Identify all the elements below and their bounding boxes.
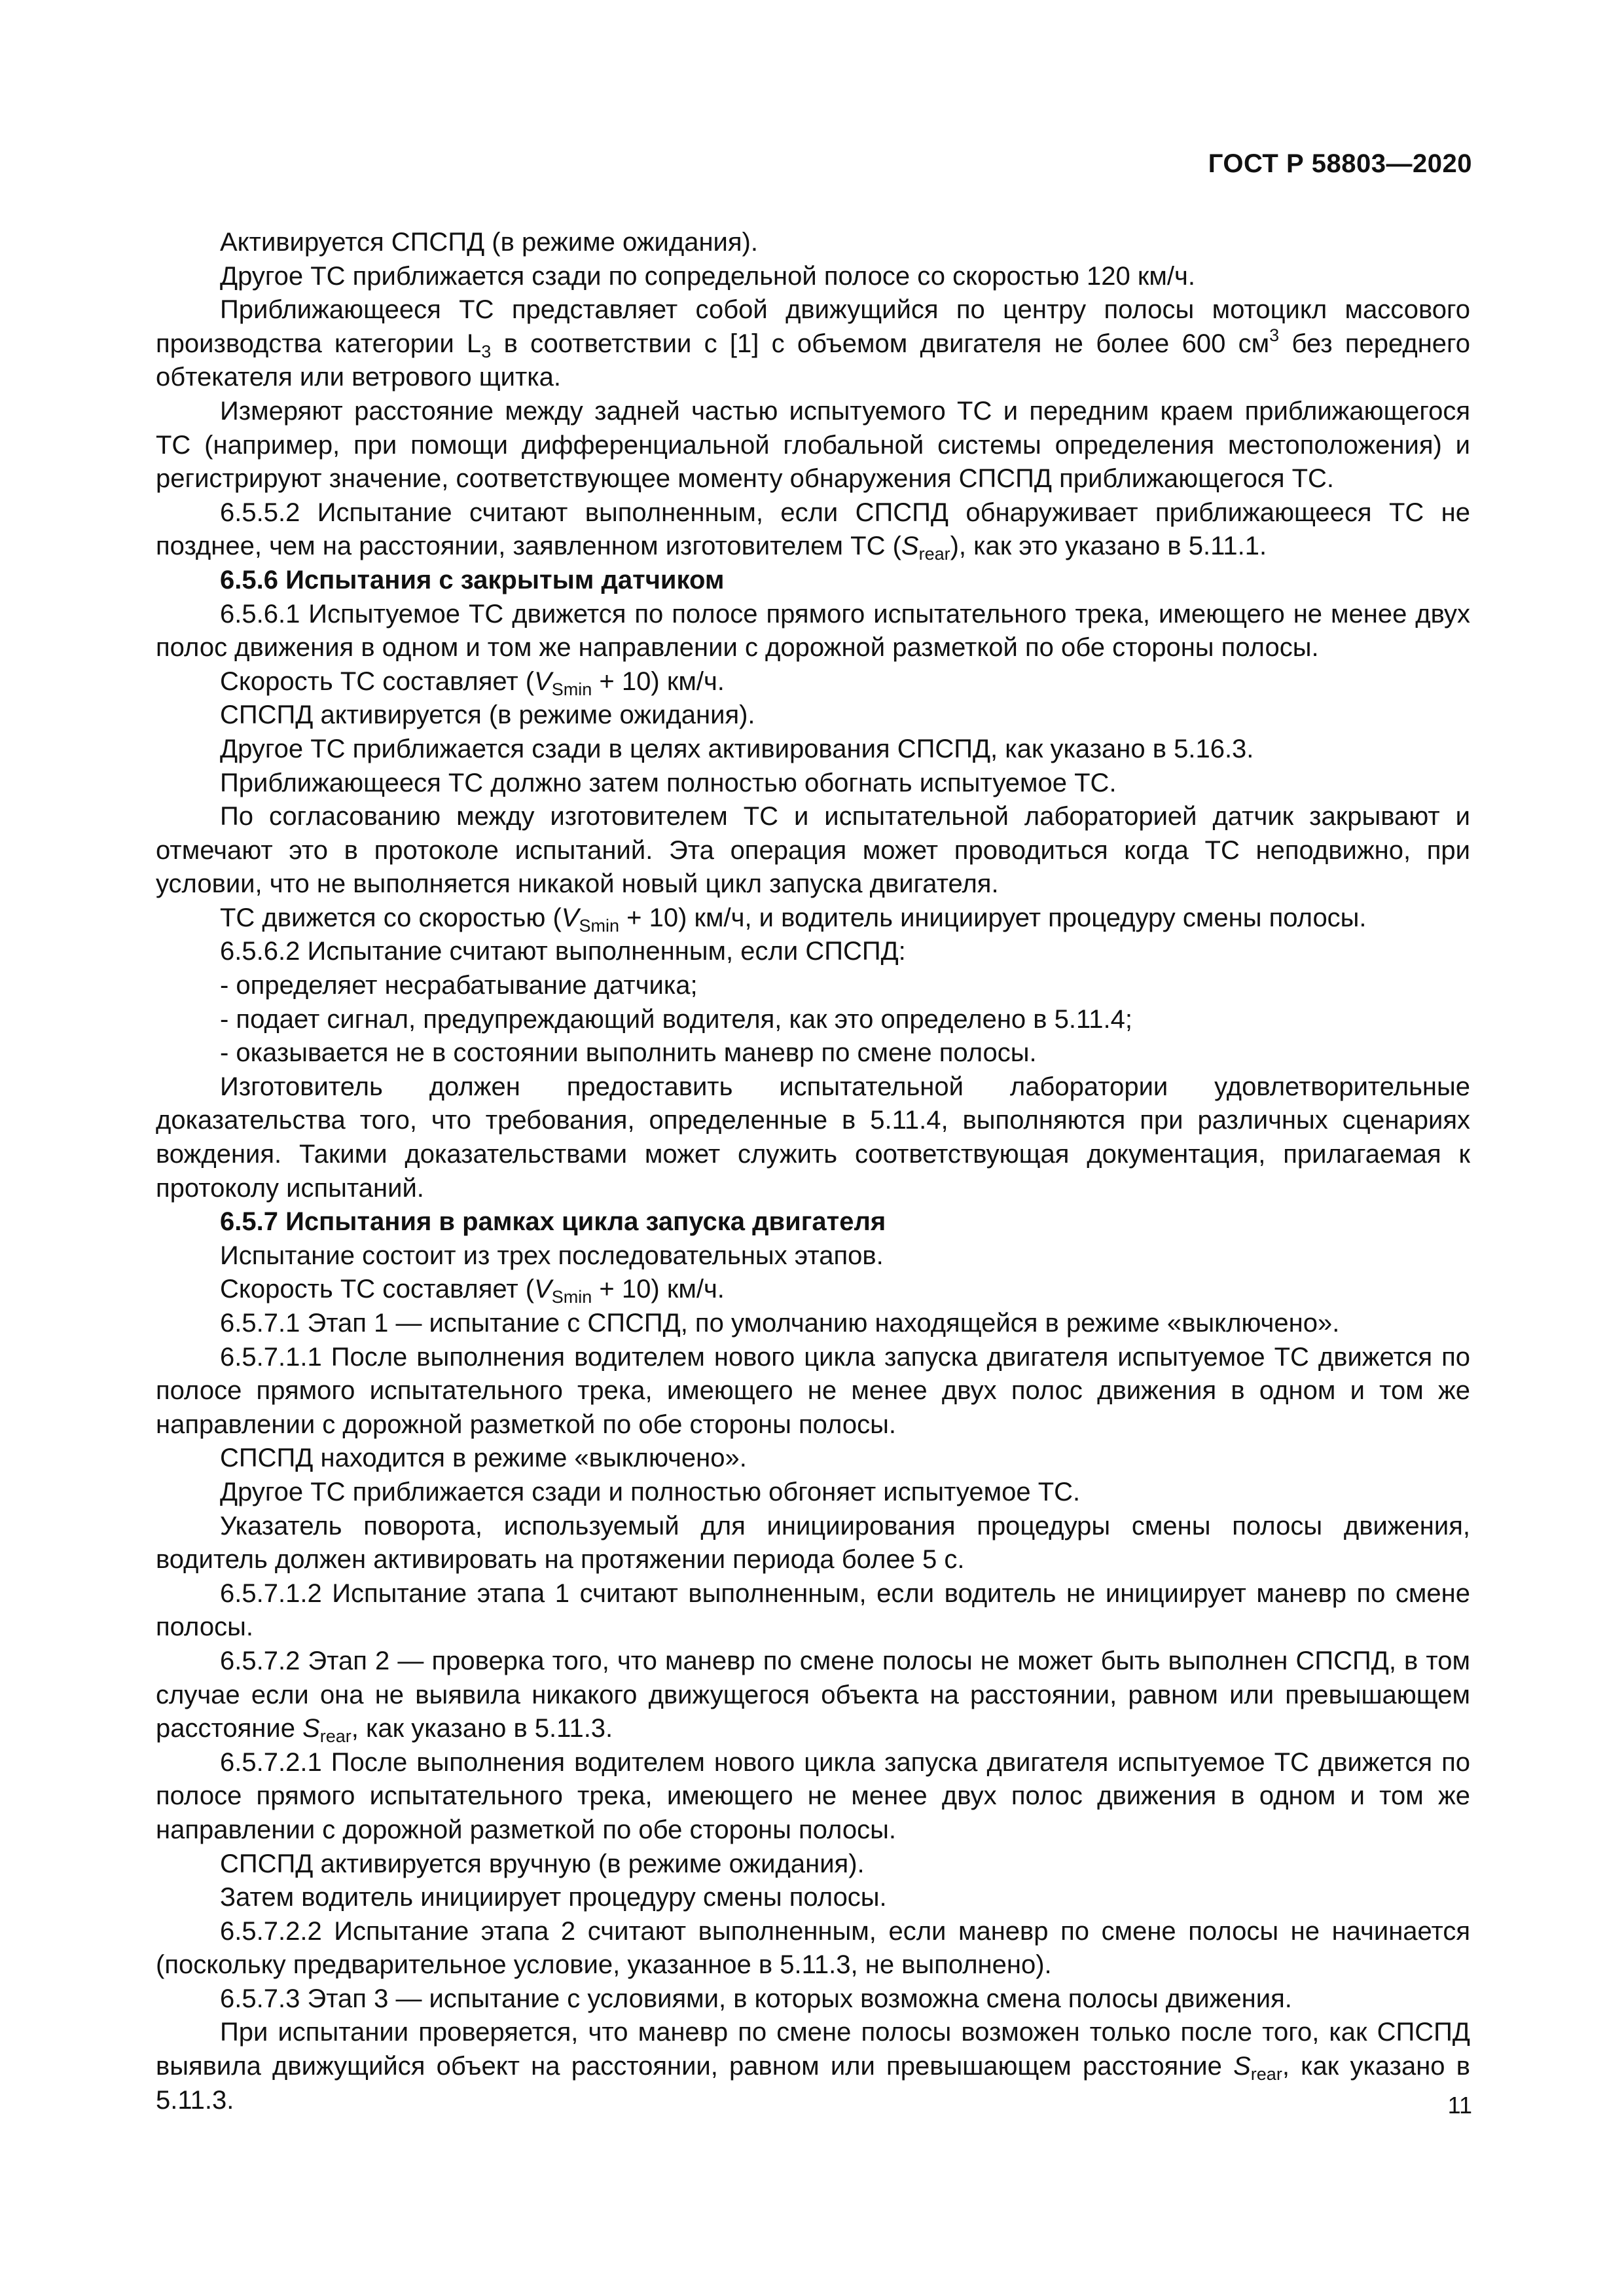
paragraph: СПСПД находится в режиме «выключено». <box>220 1444 747 1473</box>
paragraph: 6.5.7.3 Этап 3 — испытание с условиями, в которых возможна смена полосы движения. <box>220 1984 1292 2013</box>
paragraph: Скорость ТС составляет $(V_{Smin} + 10)$ км/ч. <box>220 666 725 699</box>
list-item: - подает сигнал, предупреждающий водителя, как это определено в 5.11.4; <box>220 1004 1133 1034</box>
paragraph: 6.5.7.2.2 Испытание этапа 2 считают выполненным, если маневр по смене полосы не начинается (поскольку предварительное условие, указанное в 5.11.3, не выполнено). <box>156 1916 1470 1980</box>
paragraph: 6.5.7.1 Этап 1 — испытание с СПСПД, по умолчанию находящейся в режиме «выключено». <box>220 1309 1340 1338</box>
paragraph: Активируется СПСПД (в режиме ожидания). <box>220 228 758 257</box>
paragraph: 6.5.6.1 Испытуемое ТС движется по полосе прямого испытательного трека, имеющего не менее двух полос движения в одном и том же направлении с дорожной разметкой по обе стороны полосы. <box>156 599 1470 663</box>
page-number: 11 <box>1447 2092 1472 2119</box>
paragraph: По согласованию между изготовителем ТС и испытательной лабораторией датчик закрывают и отмечают это в протоколе испытаний. Эта операция может проводиться когда ТС неподвижно, при условии, что не выполняется никакой новый цикл запуска двигателя. <box>156 802 1470 899</box>
paragraph: Приближающееся ТС должно затем полностью обогнать испытуемое ТС. <box>220 768 1117 797</box>
section-heading: 6.5.7 Испытания в рамках цикла запуска двигателя <box>220 1207 886 1237</box>
paragraph: ТС движется со скоростью $(V_{Smin} + 10)$ км/ч, и водитель инициирует процедуру смены полосы. <box>220 903 1367 936</box>
paragraph: 6.5.7.2 Этап 2 — проверка того, что маневр по смене полосы не может быть выполнен СПСПД, в том случае если она не выявила никакого движущегося объекта на расстоянии, равном или превышающем расстояние $S_{rear}$, как указано в 5.11.3. <box>156 1646 1470 1747</box>
paragraph: 6.5.7.2.1 После выполнения водителем нового цикла запуска двигателя испытуемое ТС движется по полосе прямого испытательного трека, имеющего не менее двух полос движения в одном и том же направлении с дорожной разметкой по обе стороны полосы. <box>156 1747 1470 1844</box>
paragraph: Приближающееся ТС представляет собой движущийся по центру полосы мотоцикл массового производства категории $L_3$ в соответствии с [1] с объемом двигателя не более 600 $см^3$ без переднего обтекателя или ветрового щитка. <box>156 295 1470 392</box>
list-item: - определяет несрабатывание датчика; <box>220 971 698 1000</box>
paragraph: 6.5.5.2 Испытание считают выполненным, если СПСПД обнаруживает приближающееся ТС не позднее, чем на расстоянии, заявленном изготовителем ТС $(S_{rear})$, как это указано в 5.11.1. <box>156 498 1470 564</box>
section-heading: 6.5.6 Испытания с закрытым датчиком <box>220 565 725 594</box>
paragraph: СПСПД активируется (в режиме ожидания). <box>220 701 755 730</box>
paragraph: Другое ТС приближается сзади и полностью обгоняет испытуемое ТС. <box>220 1477 1081 1506</box>
paragraph: СПСПД активируется вручную (в режиме ожидания). <box>220 1849 865 1878</box>
paragraph: 6.5.7.1.2 Испытание этапа 1 считают выполненным, если водитель не инициирует маневр по смене полосы. <box>156 1578 1470 1642</box>
paragraph: Изготовитель должен предоставить испытательной лаборатории удовлетворительные доказательства того, что требования, определенные в 5.11.4, выполняются при различных сценариях вождения. Такими доказательствами может служить соответствующая документация, прилагаемая к протоколу испытаний. <box>156 1072 1470 1203</box>
paragraph: Затем водитель инициирует процедуру смены полосы. <box>220 1883 887 1912</box>
document-body <box>156 226 1470 2117</box>
paragraph: 6.5.7.1.1 После выполнения водителем нового цикла запуска двигателя испытуемое ТС движется по полосе прямого испытательного трека, имеющего не менее двух полос движения в одном и том же направлении с дорожной разметкой по обе стороны полосы. <box>156 1342 1470 1439</box>
list-item: - оказывается не в состоянии выполнить маневр по смене полосы. <box>220 1038 1037 1068</box>
paragraph: Другое ТС приближается сзади в целях активирования СПСПД, как указано в 5.16.3. <box>220 734 1254 763</box>
paragraph: Скорость ТС составляет $(V_{Smin} + 10)$ км/ч. <box>220 1275 725 1307</box>
paragraph: Измеряют расстояние между задней частью испытуемого ТС и передним краем приближающегося ТС (например, при помощи дифференциальной глобальной системы определения местоположения) и регистрируют значение, соответствующее моменту обнаружения СПСПД приближающегося ТС. <box>156 396 1470 494</box>
document-code: ГОСТ Р 58803—2020 <box>1208 149 1472 178</box>
paragraph: Указатель поворота, используемый для инициирования процедуры смены полосы движения, водитель должен активировать на протяжении периода более 5 с. <box>156 1511 1470 1575</box>
paragraph: Испытание состоит из трех последовательных этапов. <box>220 1241 884 1270</box>
paragraph: При испытании проверяется, что маневр по смене полосы возможен только после того, как СПСПД выявила движущийся объект на расстоянии, равном или превышающем расстояние $S_{rear}$, как указано в 5.11.3. <box>156 2018 1470 2115</box>
paragraph: 6.5.6.2 Испытание считают выполненным, если СПСПД: <box>220 937 906 966</box>
paragraph: Другое ТС приближается сзади по сопредельной полосе со скоростью 120 км/ч. <box>220 261 1195 291</box>
